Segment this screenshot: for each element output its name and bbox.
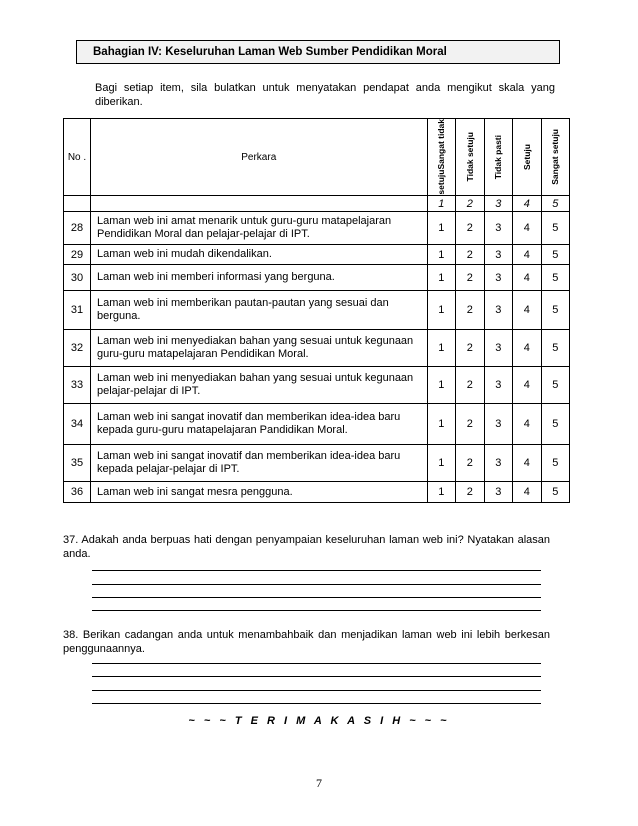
item-number: 29	[64, 245, 91, 265]
table-row	[64, 212, 570, 245]
scale-number: 5	[541, 196, 570, 212]
item-number: 35	[64, 445, 91, 482]
item-text: Laman web ini sangat mesra pengguna.	[91, 482, 428, 503]
rating-option[interactable]: 3	[484, 482, 513, 503]
rating-option[interactable]: 1	[427, 330, 456, 367]
section-title: Bahagian IV: Keseluruhan Laman Web Sumber Pendidikan Moral	[76, 40, 560, 64]
item-number: 34	[64, 404, 91, 445]
rating-option[interactable]: 3	[484, 367, 513, 404]
item-number: 36	[64, 482, 91, 503]
rating-option[interactable]: 4	[513, 404, 542, 445]
item-text: Laman web ini sangat inovatif dan memberikan idea-idea baru kepada guru-guru matapelajaran Pandidikan Moral.	[91, 404, 428, 445]
table-row	[64, 265, 570, 291]
item-text: Laman web ini menyediakan bahan yang sesuai untuk kegunaan guru-guru matapelajaran Pendidikan Moral.	[91, 330, 428, 367]
rating-option[interactable]: 3	[484, 245, 513, 265]
rating-option[interactable]: 1	[427, 245, 456, 265]
item-number: 31	[64, 291, 91, 330]
table-row	[64, 445, 570, 482]
rating-option[interactable]: 2	[456, 445, 485, 482]
rating-option[interactable]: 4	[513, 245, 542, 265]
scale-label-4: Setuju	[521, 144, 532, 170]
answer-line[interactable]	[92, 690, 541, 691]
header-scale-2	[456, 119, 485, 196]
rating-option[interactable]: 2	[456, 291, 485, 330]
scale-number: 2	[456, 196, 485, 212]
rating-option[interactable]: 3	[484, 445, 513, 482]
scale-number: 4	[513, 196, 542, 212]
rating-option[interactable]: 5	[541, 291, 570, 330]
rating-option[interactable]: 4	[513, 445, 542, 482]
table-row	[64, 330, 570, 367]
rating-option[interactable]: 5	[541, 482, 570, 503]
header-scale-4	[513, 119, 542, 196]
rating-option[interactable]: 3	[484, 404, 513, 445]
header-scale-1	[427, 119, 456, 196]
rating-option[interactable]: 1	[427, 445, 456, 482]
answer-line[interactable]	[92, 676, 541, 677]
rating-option[interactable]: 3	[484, 291, 513, 330]
scale-number: 3	[484, 196, 513, 212]
rating-option[interactable]: 1	[427, 291, 456, 330]
page-number: 7	[316, 776, 322, 790]
rating-option[interactable]: 4	[513, 212, 542, 245]
item-text: Laman web ini sangat inovatif dan memberikan idea-idea baru kepada pelajar-pelajar di IPT.	[91, 445, 428, 482]
header-row	[64, 119, 570, 196]
rating-option[interactable]: 2	[456, 482, 485, 503]
item-text: Laman web ini memberi informasi yang berguna.	[91, 265, 428, 291]
item-number: 30	[64, 265, 91, 291]
scale-label-1: setujuSangat tidak	[436, 119, 447, 195]
rating-option[interactable]: 1	[427, 265, 456, 291]
scale-number-row	[64, 196, 570, 212]
answer-line[interactable]	[92, 570, 541, 571]
item-text: Laman web ini menyediakan bahan yang sesuai untuk kegunaan pelajar-pelajar di IPT.	[91, 367, 428, 404]
answer-line[interactable]	[92, 703, 541, 704]
answer-line[interactable]	[92, 663, 541, 664]
question-37: 37. Adakah anda berpuas hati dengan penyampaian keseluruhan laman web ini? Nyatakan alasan anda.	[63, 534, 550, 560]
rating-option[interactable]: 1	[427, 404, 456, 445]
rating-option[interactable]: 3	[484, 330, 513, 367]
instruction-text: Bagi setiap item, sila bulatkan untuk menyatakan pendapat anda mengikut skala yang diberikan.	[95, 82, 555, 108]
rating-option[interactable]: 3	[484, 212, 513, 245]
rating-option[interactable]: 2	[456, 367, 485, 404]
item-text: Laman web ini mudah dikendalikan.	[91, 245, 428, 265]
rating-option[interactable]: 2	[456, 404, 485, 445]
rating-option[interactable]: 5	[541, 367, 570, 404]
rating-option[interactable]: 2	[456, 265, 485, 291]
rating-option[interactable]: 2	[456, 245, 485, 265]
rating-option[interactable]: 3	[484, 265, 513, 291]
rating-option[interactable]: 1	[427, 367, 456, 404]
rating-option[interactable]: 4	[513, 291, 542, 330]
rating-option[interactable]: 4	[513, 265, 542, 291]
rating-option[interactable]: 5	[541, 245, 570, 265]
header-item: Perkara	[91, 119, 428, 196]
rating-option[interactable]: 1	[427, 212, 456, 245]
scale-label-5: Sangat setuju	[550, 129, 561, 185]
questionnaire-table	[63, 118, 570, 503]
header-scale-3	[484, 119, 513, 196]
answer-line[interactable]	[92, 584, 541, 585]
table-row	[64, 404, 570, 445]
rating-option[interactable]: 4	[513, 482, 542, 503]
table-row	[64, 367, 570, 404]
item-number: 33	[64, 367, 91, 404]
rating-option[interactable]: 5	[541, 445, 570, 482]
rating-option[interactable]: 1	[427, 482, 456, 503]
header-no: No .	[64, 119, 91, 196]
scale-label-3: Tidak pasti	[493, 134, 504, 180]
rating-option[interactable]: 2	[456, 212, 485, 245]
rating-option[interactable]: 5	[541, 212, 570, 245]
item-number: 28	[64, 212, 91, 245]
item-number: 32	[64, 330, 91, 367]
item-text: Laman web ini memberikan pautan-pautan yang sesuai dan berguna.	[91, 291, 428, 330]
answer-line[interactable]	[92, 597, 541, 598]
rating-option[interactable]: 2	[456, 330, 485, 367]
item-text: Laman web ini amat menarik untuk guru-guru matapelajaran Pendidikan Moral dan pelajar-pelajar di IPT.	[91, 212, 428, 245]
rating-option[interactable]: 5	[541, 265, 570, 291]
header-scale-5	[541, 119, 570, 196]
question-38: 38. Berikan cadangan anda untuk menambahbaik dan menjadikan laman web ini lebih berkesan penggunaannya.	[63, 629, 550, 655]
table-row	[64, 482, 570, 503]
table-row	[64, 245, 570, 265]
answer-line[interactable]	[92, 610, 541, 611]
table-row	[64, 291, 570, 330]
rating-option[interactable]: 5	[541, 404, 570, 445]
thank-you-text: ~ ~ ~ T E R I M A K A S I H ~ ~ ~	[188, 715, 450, 727]
rating-option[interactable]: 4	[513, 367, 542, 404]
rating-option[interactable]: 4	[513, 330, 542, 367]
scale-label-2: Tidak setuju	[464, 132, 475, 182]
rating-option[interactable]: 5	[541, 330, 570, 367]
scale-number: 1	[427, 196, 456, 212]
